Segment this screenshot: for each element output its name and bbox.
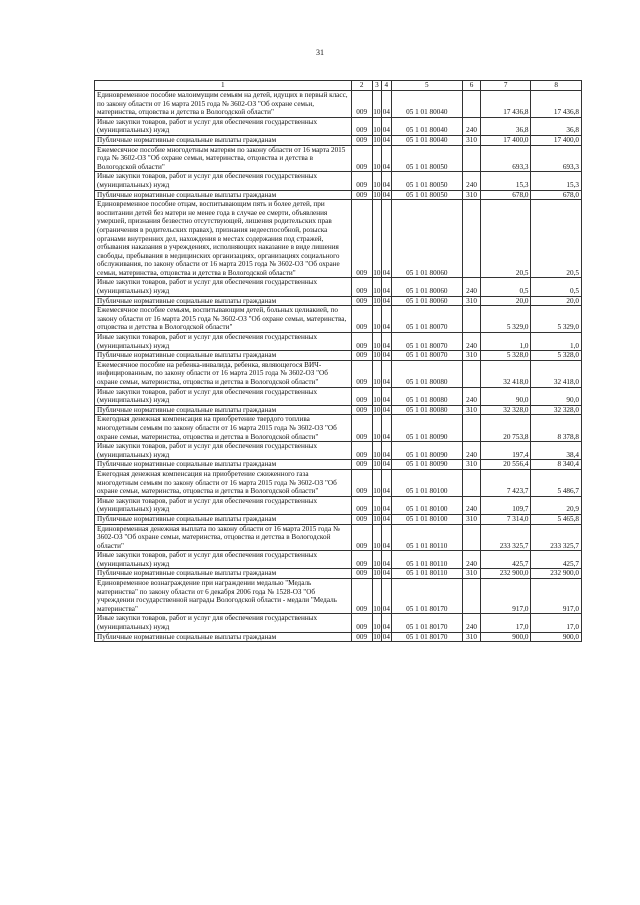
row-target-article: 05 1 01 80170 [391,579,463,614]
row-target-article: 05 1 01 80040 [391,91,463,118]
row-expense-type: 240 [463,442,481,460]
row-section: 10 [372,333,381,351]
row-target-article: 05 1 01 80060 [391,278,463,296]
row-name: Ежемесячное пособие на ребенка-инвалида, ребенка, являющегося ВИЧ-инфицированным, по закону области от 16 марта 2015 года № 3602-ОЗ "Об охране семьи, материнства, отцовства и детства в Вологодской области" [95,360,352,387]
row-subsection: 04 [382,387,391,405]
row-amount-col8: 15,3 [531,172,582,190]
row-target-article: 05 1 01 80040 [391,117,463,135]
row-subsection: 04 [382,296,390,305]
row-amount-col7: 20,0 [480,296,530,306]
row-amount-col7: 32 418,0 [480,360,530,387]
row-target-article: 05 1 01 80070 [391,351,463,361]
table-row [95,460,582,470]
row-name: Иные закупки товаров, работ и услуг для обеспечения государственных (муниципальных) нужд [95,333,352,351]
row-name: Иные закупки товаров, работ и услуг для обеспечения государственных (муниципальных) нужд [95,551,352,569]
table-row [95,524,582,551]
row-subsection: 04 [382,514,390,523]
row-section: 10 [372,172,381,190]
row-subsection: 04 [382,200,391,278]
row-expense-type [463,579,481,614]
row-subsection: 04 [382,469,391,496]
row-name: Публичные нормативные социальные выплаты гражданам [95,351,352,361]
table-row [95,514,582,524]
row-target-article: 05 1 01 80090 [391,442,463,460]
row-amount-col7: 425,7 [480,551,530,569]
row-name: Единовременное пособие отцам, воспитывающим пять и более детей, при воспитании детей без матери не менее года в случае ее смерти, объявления умершей, признания безвестно отсутствующей, лишения родительских прав (ограничения в родительских правах), признания недееспособной, розыска органами внутренних дел, нахождения в местах содержания под стражей, отбывания наказания в учреждениях, исполняющих наказание в виде лишения свободы, пребывания в медицинских организациях, организациях социального обслуживания, по закону области от 16 марта 2015 года № 3602-ОЗ "Об охране семьи, материнства, отцовства и детства в Вологодской области" [95,200,352,278]
row-section: 10 [372,469,381,496]
row-subsection: 04 [382,551,391,569]
row-name: Единовременная денежная выплата по закону области от 16 марта 2015 года № 3602-ОЗ "Об охране семьи, материнства, отцовства и детства в Вологодской области" [95,524,352,551]
table-row [95,296,582,306]
row-section: 10 [372,145,381,172]
row-grbs: 009 [351,496,372,514]
row-section: 10 [373,569,381,578]
row-target-article: 05 1 01 80110 [391,524,463,551]
row-section: 10 [372,200,381,278]
row-amount-col7: 7 423,7 [480,469,530,496]
row-amount-col8: 32 328,0 [531,405,582,415]
row-grbs: 009 [351,460,372,470]
table-row [95,172,582,190]
row-subsection: 04 [382,333,391,351]
row-section: 10 [373,632,381,641]
table-row [95,360,582,387]
row-target-article: 05 1 01 80050 [391,190,463,200]
row-amount-col7: 1,0 [480,333,530,351]
row-amount-col7: 197,4 [480,442,530,460]
row-name: Иные закупки товаров, работ и услуг для обеспечения государственных (муниципальных) нужд [95,278,352,296]
row-target-article: 05 1 01 80080 [391,405,463,415]
row-amount-col8: 38,4 [531,442,582,460]
row-amount-col8: 233 325,7 [531,524,582,551]
row-target-article: 05 1 01 80110 [391,569,463,579]
row-subsection: 04 [382,524,391,551]
row-name: Публичные нормативные социальные выплаты гражданам [95,569,352,579]
table-row [95,551,582,569]
row-section: 10 [372,614,381,632]
row-expense-type [463,360,481,387]
row-expense-type: 240 [463,551,481,569]
column-header: 7 [480,81,530,91]
table-body [95,91,582,642]
row-grbs: 009 [351,145,372,172]
row-amount-col8: 0,5 [531,278,582,296]
row-grbs: 009 [351,632,372,642]
row-expense-type [463,415,481,442]
row-amount-col7: 17 400,0 [480,135,530,145]
row-target-article: 05 1 01 80070 [391,306,463,333]
row-name: Иные закупки товаров, работ и услуг для обеспечения государственных (муниципальных) нужд [95,614,352,632]
row-expense-type [463,306,481,333]
row-grbs: 009 [351,135,372,145]
row-amount-col8: 5 329,0 [531,306,582,333]
row-amount-col8: 90,0 [531,387,582,405]
row-amount-col8: 17 400,0 [531,135,582,145]
table-row [95,405,582,415]
row-subsection: 04 [382,442,391,460]
row-target-article: 05 1 01 80040 [391,135,463,145]
row-amount-col7: 917,0 [480,579,530,614]
row-amount-col7: 17 436,8 [480,91,530,118]
row-grbs: 009 [351,524,372,551]
table-row [95,135,582,145]
row-target-article: 05 1 01 80170 [391,632,463,642]
table-row [95,387,582,405]
row-amount-col8: 36,8 [531,117,582,135]
row-name: Публичные нормативные социальные выплаты гражданам [95,135,352,145]
column-header: 2 [351,81,372,91]
row-expense-type: 240 [463,117,481,135]
row-section: 10 [372,442,381,460]
row-section: 10 [372,524,381,551]
column-header: 5 [391,81,463,91]
row-target-article: 05 1 01 80060 [391,200,463,278]
row-grbs: 009 [351,360,372,387]
row-name: Единовременное вознаграждение при награждении медалью "Медаль материнства" по закону области от 6 декабря 2006 года № 1528-ОЗ "Об учреждении государственной награды Вологодской области - медали "Медаль материнства" [95,579,352,614]
row-grbs: 009 [351,579,372,614]
column-header: 8 [531,81,582,91]
row-section: 10 [372,387,381,405]
row-name: Публичные нормативные социальные выплаты гражданам [95,190,352,200]
row-subsection: 04 [382,145,391,172]
row-name: Публичные нормативные социальные выплаты гражданам [95,514,352,524]
row-amount-col7: 900,0 [480,632,530,642]
row-amount-col7: 36,8 [480,117,530,135]
row-expense-type: 310 [463,190,481,200]
row-amount-col8: 5 328,0 [531,351,582,361]
row-amount-col8: 17,0 [531,614,582,632]
row-name: Публичные нормативные социальные выплаты гражданам [95,405,352,415]
row-name: Иные закупки товаров, работ и услуг для обеспечения государственных (муниципальных) нужд [95,496,352,514]
column-header: 1 [95,81,352,91]
row-section: 10 [373,296,381,305]
row-amount-col8: 32 418,0 [531,360,582,387]
row-grbs: 009 [351,405,372,415]
row-grbs: 009 [351,278,372,296]
table-row [95,569,582,579]
row-subsection: 04 [382,190,390,199]
row-subsection: 04 [382,579,391,614]
table-row [95,496,582,514]
row-name: Единовременное пособие малоимущим семьям на детей, идущих в первый класс, по закону области от 16 марта 2015 года № 3602-ОЗ "Об охране семьи, материнства, отцовства и детства в Вологодской области" [95,91,352,118]
row-amount-col8: 917,0 [531,579,582,614]
row-name: Публичные нормативные социальные выплаты гражданам [95,460,352,470]
row-section: 10 [373,351,381,360]
row-target-article: 05 1 01 80100 [391,496,463,514]
row-subsection: 04 [382,496,391,514]
row-grbs: 009 [351,415,372,442]
row-amount-col7: 109,7 [480,496,530,514]
row-subsection: 04 [382,569,390,578]
row-name: Иные закупки товаров, работ и услуг для обеспечения государственных (муниципальных) нужд [95,387,352,405]
row-amount-col7: 90,0 [480,387,530,405]
row-amount-col8: 693,3 [531,145,582,172]
row-target-article: 05 1 01 80100 [391,514,463,524]
row-subsection: 04 [382,351,390,360]
header-row [95,81,582,91]
row-expense-type: 310 [463,351,481,361]
row-grbs: 009 [351,551,372,569]
row-name: Иные закупки товаров, работ и услуг для обеспечения государственных (муниципальных) нужд [95,172,352,190]
row-amount-col7: 17,0 [480,614,530,632]
row-subsection: 04 [382,632,390,641]
row-amount-col7: 20 753,8 [480,415,530,442]
row-section: 10 [372,415,381,442]
row-amount-col8: 8 378,8 [531,415,582,442]
row-amount-col7: 693,3 [480,145,530,172]
row-amount-col7: 5 329,0 [480,306,530,333]
table-row [95,278,582,296]
row-name: Иные закупки товаров, работ и услуг для обеспечения государственных (муниципальных) нужд [95,117,352,135]
row-amount-col8: 8 340,4 [531,460,582,470]
row-target-article: 05 1 01 80060 [391,296,463,306]
row-expense-type [463,145,481,172]
row-name: Публичные нормативные социальные выплаты гражданам [95,632,352,642]
row-grbs: 009 [351,333,372,351]
row-expense-type: 310 [463,296,481,306]
column-header: 3 [372,81,381,91]
table-row [95,415,582,442]
row-subsection: 04 [382,135,390,144]
row-subsection: 04 [382,405,390,414]
budget-table [94,80,582,642]
row-name: Иные закупки товаров, работ и услуг для обеспечения государственных (муниципальных) нужд [95,442,352,460]
row-amount-col8: 5 465,8 [531,514,582,524]
row-amount-col8: 5 486,7 [531,469,582,496]
row-name: Публичные нормативные социальные выплаты гражданам [95,296,352,306]
row-section: 10 [372,117,381,135]
row-expense-type: 240 [463,172,481,190]
row-target-article: 05 1 01 80110 [391,551,463,569]
row-subsection: 04 [382,306,391,333]
row-grbs: 009 [351,514,372,524]
row-amount-col7: 232 900,0 [480,569,530,579]
table-row [95,442,582,460]
row-expense-type: 240 [463,496,481,514]
row-expense-type: 310 [463,405,481,415]
row-amount-col7: 32 328,0 [480,405,530,415]
row-expense-type: 310 [463,460,481,470]
row-expense-type [463,469,481,496]
row-subsection: 04 [382,415,391,442]
row-target-article: 05 1 01 80050 [391,172,463,190]
row-grbs: 009 [351,387,372,405]
row-amount-col8: 232 900,0 [531,569,582,579]
row-expense-type: 310 [463,569,481,579]
row-grbs: 009 [351,172,372,190]
row-expense-type [463,200,481,278]
row-grbs: 009 [351,296,372,306]
row-amount-col7: 0,5 [480,278,530,296]
row-name: Ежегодная денежная компенсация на приобретение твердого топлива многодетным семьям по закону области от 16 марта 2015 года № 3602-ОЗ "Об охране семьи, материнства, отцовства и детства в Вологодской области" [95,415,352,442]
row-subsection: 04 [382,460,390,469]
table-row [95,614,582,632]
row-subsection: 04 [382,117,391,135]
row-section: 10 [373,514,381,523]
row-amount-col8: 900,0 [531,632,582,642]
row-expense-type [463,91,481,118]
row-subsection: 04 [382,360,391,387]
row-grbs: 009 [351,569,372,579]
row-name: Ежемесячное пособие семьям, воспитывающим детей, больных целиакией, по закону области от 16 марта 2015 года № 3602-ОЗ "Об охране семьи, материнства, отцовства и детства в Вологодской области" [95,306,352,333]
row-section: 10 [373,405,381,414]
row-amount-col8: 20,5 [531,200,582,278]
table-row [95,632,582,642]
row-grbs: 009 [351,442,372,460]
row-section: 10 [372,360,381,387]
row-section: 10 [372,551,381,569]
row-target-article: 05 1 01 80090 [391,415,463,442]
table-row [95,200,582,278]
row-target-article: 05 1 01 80050 [391,145,463,172]
row-expense-type [463,524,481,551]
row-subsection: 04 [382,278,391,296]
row-amount-col7: 5 328,0 [480,351,530,361]
row-amount-col7: 7 314,0 [480,514,530,524]
row-expense-type: 240 [463,387,481,405]
row-section: 10 [372,278,381,296]
table-row [95,117,582,135]
row-grbs: 009 [351,469,372,496]
row-section: 10 [373,135,381,144]
table-row [95,469,582,496]
row-expense-type: 310 [463,135,481,145]
row-name: Ежемесячное пособие многодетным матерям по закону области от 16 марта 2015 года № 3602-ОЗ "Об охране семьи, материнства, отцовства и детства в Вологодской области" [95,145,352,172]
row-grbs: 009 [351,351,372,361]
table-row [95,190,582,200]
column-header: 4 [382,81,391,91]
row-subsection: 04 [382,172,391,190]
row-section: 10 [372,496,381,514]
row-target-article: 05 1 01 80080 [391,387,463,405]
row-amount-col7: 20 556,4 [480,460,530,470]
row-section: 10 [373,460,381,469]
table-row [95,145,582,172]
row-target-article: 05 1 01 80100 [391,469,463,496]
page-number: 31 [316,48,324,57]
row-target-article: 05 1 01 80080 [391,360,463,387]
row-amount-col8: 425,7 [531,551,582,569]
row-expense-type: 240 [463,278,481,296]
table-row [95,579,582,614]
row-target-article: 05 1 01 80070 [391,333,463,351]
row-amount-col8: 20,9 [531,496,582,514]
table-row [95,306,582,333]
table-row [95,91,582,118]
row-expense-type: 240 [463,614,481,632]
row-target-article: 05 1 01 80170 [391,614,463,632]
row-name: Ежегодная денежная компенсация на приобретение сжиженного газа многодетным семьям по закону области от 16 марта 2015 года № 3602-ОЗ "Об охране семьи, материнства, отцовства и детства в Вологодской области" [95,469,352,496]
row-grbs: 009 [351,117,372,135]
row-grbs: 009 [351,91,372,118]
row-section: 10 [373,190,381,199]
table-row [95,351,582,361]
row-target-article: 05 1 01 80090 [391,460,463,470]
row-amount-col7: 233 325,7 [480,524,530,551]
row-amount-col8: 678,0 [531,190,582,200]
column-header: 6 [463,81,481,91]
row-grbs: 009 [351,306,372,333]
row-amount-col7: 678,0 [480,190,530,200]
row-amount-col8: 20,0 [531,296,582,306]
row-grbs: 009 [351,614,372,632]
row-amount-col8: 17 436,8 [531,91,582,118]
row-section: 10 [372,579,381,614]
row-amount-col8: 1,0 [531,333,582,351]
row-subsection: 04 [382,91,391,118]
table-row [95,333,582,351]
row-expense-type: 310 [463,514,481,524]
row-expense-type: 310 [463,632,481,642]
row-grbs: 009 [351,190,372,200]
row-grbs: 009 [351,200,372,278]
row-section: 10 [372,91,381,118]
row-expense-type: 240 [463,333,481,351]
row-subsection: 04 [382,614,391,632]
row-amount-col7: 15,3 [480,172,530,190]
row-amount-col7: 20,5 [480,200,530,278]
row-section: 10 [372,306,381,333]
